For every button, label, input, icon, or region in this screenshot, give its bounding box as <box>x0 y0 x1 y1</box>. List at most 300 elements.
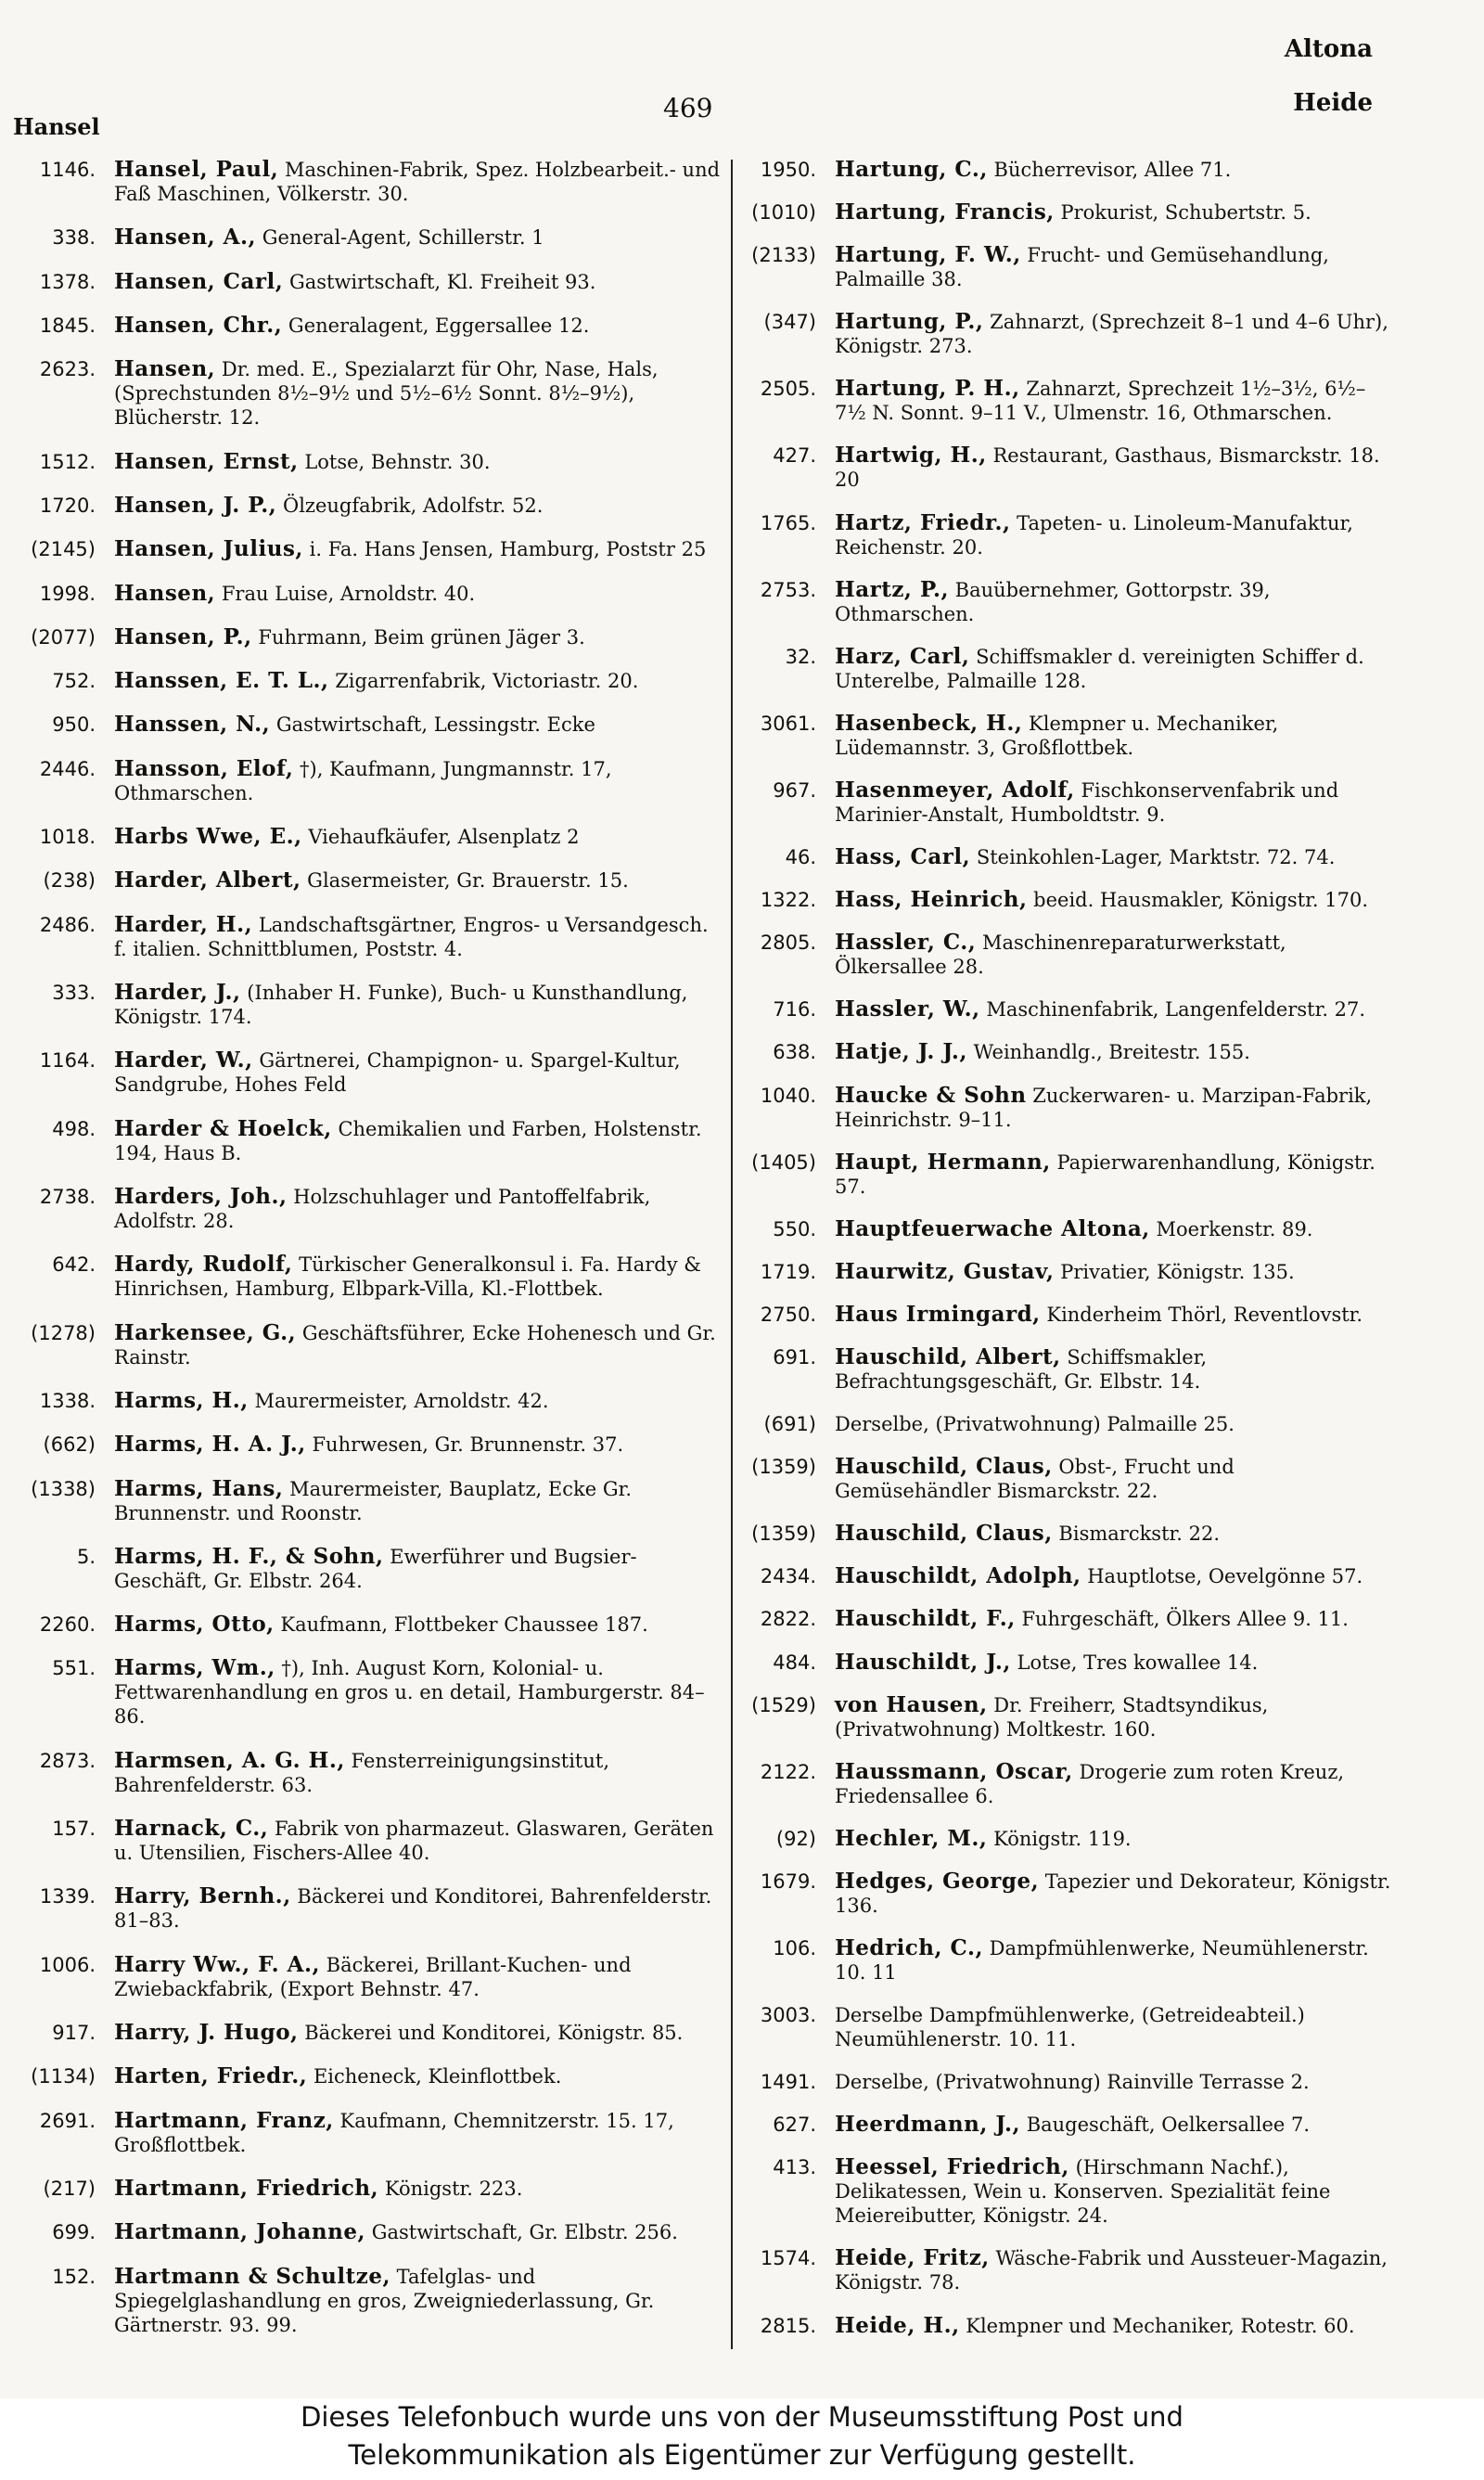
entry-name: Harder, H., <box>114 911 253 937</box>
entry-details: Zuckerwaren- u. Marzipan-Fabrik, Heinrichstr. 9–11. <box>835 1084 1373 1131</box>
directory-entry <box>714 997 1396 1022</box>
directory-entry <box>7 669 722 693</box>
directory-entry <box>714 1150 1396 1199</box>
entry-details: Obst-, Frucht und Gemüsehändler Bismarckstr. 22. <box>835 1456 1235 1503</box>
directory-entry <box>7 1477 722 1525</box>
entry-name: Hansen, Ernst, <box>114 448 299 474</box>
phone-number: 1679. <box>760 1870 816 1893</box>
entry-body <box>114 314 722 338</box>
entry-body <box>114 825 722 849</box>
entry-details: Derselbe Dampfmühlenwerke, (Getreideabteil.) Neumühlenerstr. 10. 11. <box>835 2004 1305 2051</box>
entry-name: Heide, H., <box>835 2312 960 2338</box>
entry-name: Harms, Wm., <box>114 1655 275 1681</box>
entry-body <box>114 981 722 1029</box>
entry-body <box>114 1253 722 1301</box>
entry-name: Haurwitz, Gustav, <box>835 1258 1055 1284</box>
phone-number: (217) <box>43 2177 96 2200</box>
entry-details: Frau Luise, Arnoldstr. 40. <box>221 582 476 605</box>
entry-details: Gärtnerei, Champignon- u. Spargel-Kultur, Sandgrube, Hohes Feld <box>114 1049 681 1097</box>
entry-body <box>835 158 1396 182</box>
entry-body <box>114 757 722 805</box>
entry-body <box>835 712 1396 760</box>
phone-number: 691. <box>773 1345 816 1368</box>
phone-number: (92) <box>775 1827 816 1850</box>
entry-details: Restaurant, Gasthaus, Bismarckstr. 18. 20 <box>835 444 1380 492</box>
entry-details: Weinhandlg., Breitestr. 155. <box>973 1041 1250 1064</box>
entry-body <box>114 225 722 250</box>
entry-name: Harry, J. Hugo, <box>114 2020 299 2045</box>
directory-entry <box>7 757 722 805</box>
entry-details: (Hirschmann Nachf.), Delikatessen, Wein u. Konserven. Spezialität feine Meiereibutter, Königstr. 24. <box>835 2156 1331 2228</box>
directory-entry <box>714 1455 1396 1503</box>
entry-name: Hartung, Francis, <box>835 199 1055 225</box>
entry-name: Hansen, Julius, <box>114 536 303 562</box>
entry-body <box>835 1260 1396 1284</box>
directory-entry <box>714 1084 1396 1132</box>
entry-details: Glasermeister, Gr. Brauerstr. 15. <box>307 869 629 893</box>
directory-entry <box>714 2003 1396 2051</box>
directory-entry <box>714 2070 1396 2094</box>
entry-body <box>114 913 722 961</box>
directory-entry <box>7 2064 722 2088</box>
directory-entry <box>7 1389 722 1413</box>
entry-details: (Inhaber H. Funke), Buch- u Kunsthandlung, Königstr. 174. <box>114 982 688 1028</box>
entry-name: Harder, Albert, <box>114 867 301 893</box>
entry-name: Hartmann & Schultze, <box>114 2263 390 2289</box>
entry-body <box>835 200 1396 225</box>
entry-details: Steinkohlen-Lager, Marktstr. 72. 74. <box>976 846 1336 869</box>
entry-body <box>835 2246 1396 2294</box>
phone-number: 1339. <box>39 1885 96 1908</box>
entry-details: Frucht- und Gemüsehandlung, Palmaille 38. <box>835 244 1329 291</box>
entry-name: Hauptfeuerwache Altona, <box>835 1215 1150 1241</box>
entry-details: Lotse, Tres kowallee 14. <box>1017 1651 1259 1674</box>
phone-number: 2623. <box>39 358 96 381</box>
entry-body <box>114 669 722 693</box>
directory-entry <box>7 713 722 737</box>
phone-number: 2260. <box>39 1613 96 1637</box>
directory-entry <box>714 1260 1396 1284</box>
directory-entry <box>7 1185 722 1233</box>
entry-body <box>835 2070 1396 2094</box>
entry-details: Schiffsmakler, Befrachtungsgeschäft, Gr. Elbstr. 14. <box>835 1345 1208 1393</box>
directory-entry <box>714 1303 1396 1327</box>
entry-details: Gastwirtschaft, Gr. Elbstr. 256. <box>371 2221 678 2244</box>
phone-number: 1491. <box>760 2071 816 2094</box>
phone-number: (2145) <box>31 538 96 561</box>
directory-entry <box>714 1564 1396 1588</box>
entry-name: Hansson, Elof, <box>114 755 294 781</box>
phone-number: 1512. <box>39 450 96 473</box>
directory-entry <box>7 2220 722 2244</box>
entry-details: Viehaufkäufer, Alsenplatz 2 <box>308 826 580 849</box>
directory-entry <box>714 443 1396 492</box>
directory-entry <box>7 825 722 849</box>
phone-number: 1719. <box>760 1260 816 1283</box>
entry-name: Hasenbeck, H., <box>835 710 1023 736</box>
entry-body <box>114 1953 722 2001</box>
phone-number: 32. <box>785 645 816 668</box>
entry-details: Geschäftsführer, Ecke Hohenesch und Gr. Rainstr. <box>114 1321 716 1368</box>
entry-body <box>114 357 722 430</box>
header-city: Altona <box>1284 35 1373 63</box>
directory-entry <box>714 712 1396 760</box>
directory-entry <box>7 1048 722 1097</box>
entry-name: Hanssen, N., <box>114 712 271 738</box>
phone-number: 2446. <box>39 757 96 780</box>
entry-details: Bauübernehmer, Gottorpstr. 39, Othmarschen. <box>835 578 1271 625</box>
entry-name: Hanssen, E. T. L., <box>114 668 329 694</box>
entry-body <box>835 888 1396 912</box>
phone-number: 1998. <box>39 582 96 605</box>
entry-body <box>835 1760 1396 1808</box>
directory-entry <box>714 1217 1396 1241</box>
directory-entry <box>714 377 1396 425</box>
entry-body <box>114 450 722 474</box>
entry-details: Maurermeister, Bauplatz, Ecke Gr. Brunnenstr. und Roonstr. <box>114 1477 633 1524</box>
header-right-keyword: Heide <box>1293 89 1373 117</box>
phone-number: (1405) <box>751 1150 816 1174</box>
phone-number: 627. <box>773 2114 816 2137</box>
directory-entry <box>714 2314 1396 2338</box>
entry-name: Harders, Joh., <box>114 1183 288 1209</box>
entry-body <box>114 1433 722 1457</box>
directory-entry <box>7 582 722 606</box>
phone-number: 716. <box>773 998 816 1022</box>
entry-name: Harry Ww., F. A., <box>114 1951 320 1977</box>
phone-number: 699. <box>52 2221 96 2244</box>
phone-number: 1146. <box>39 159 96 181</box>
entry-body <box>835 2155 1396 2228</box>
entry-name: Hansen, A., <box>114 225 257 251</box>
entry-body <box>114 713 722 737</box>
entry-name: Hartz, P., <box>835 576 949 602</box>
directory-entry <box>7 2109 722 2157</box>
entry-body <box>835 1455 1396 1503</box>
directory-entry <box>7 625 722 649</box>
entry-name: Hauschildt, Adolph, <box>835 1563 1081 1589</box>
entry-details: Ewerführer und Bugsier-Geschäft, Gr. Elbstr. 264. <box>114 1545 637 1592</box>
entry-details: Zahnarzt, Sprechzeit 1½–3½, 6½–7½ N. Sonnt. 9–11 V., Ulmenstr. 16, Othmarschen. <box>835 378 1366 425</box>
entry-details: Baugeschäft, Oelkersallee 7. <box>1026 2114 1311 2137</box>
entry-name: Hardy, Rudolf, <box>114 1252 293 1278</box>
entry-details: Fischkonservenfabrik und Marinier-Anstalt, Humboldtstr. 9. <box>835 778 1339 826</box>
entry-name: Hansen, <box>114 356 216 382</box>
entry-body <box>114 270 722 294</box>
entry-body <box>835 1084 1396 1132</box>
entry-details: Klempner u. Mechaniker, Lüdemannstr. 3, Großflottbek. <box>835 712 1279 759</box>
entry-name: Haucke & Sohn <box>835 1082 1027 1108</box>
phone-number: 1378. <box>39 270 96 293</box>
entry-body <box>114 2064 722 2088</box>
entry-name: Hassler, W., <box>835 996 980 1022</box>
phone-number: 2691. <box>39 2109 96 2132</box>
entry-name: Hartung, P. H., <box>835 376 1020 402</box>
entry-details: Maschinenfabrik, Langenfelderstr. 27. <box>986 998 1366 1022</box>
directory-entry <box>7 1117 722 1165</box>
entry-details: Prokurist, Schubertstr. 5. <box>1060 201 1311 225</box>
header-left-keyword: Hansel <box>13 113 100 140</box>
entry-name: Hechler, M., <box>835 1825 988 1851</box>
entry-name: Hartung, P., <box>835 309 984 335</box>
entry-details: Papierwarenhandlung, Königstr. 57. <box>835 1150 1375 1198</box>
entry-body <box>835 931 1396 979</box>
entry-name: Hass, Carl, <box>835 844 971 870</box>
entry-name: Harnack, C., <box>114 1816 269 1842</box>
entry-name: Hansen, Carl, <box>114 268 284 294</box>
phone-number: 2805. <box>760 932 816 955</box>
phone-number: 46. <box>785 846 816 869</box>
directory-entry <box>714 1522 1396 1546</box>
directory-entry <box>714 1827 1396 1851</box>
entry-details: Türkischer Generalkonsul i. Fa. Hardy & Hinrichsen, Hamburg, Elbpark-Villa, Kl.-Flottbek. <box>114 1253 701 1301</box>
entry-body <box>114 1817 722 1865</box>
entry-details: Fensterreinigungsinstitut, Bahrenfelderstr. 63. <box>114 1749 609 1796</box>
entry-body <box>114 2265 722 2337</box>
phone-number: (1134) <box>31 2065 96 2088</box>
phone-number: 1018. <box>39 826 96 849</box>
entry-body <box>835 845 1396 869</box>
footer-line-1: Dieses Telefonbuch wurde uns von der Museumsstiftung Post und <box>301 2401 1183 2433</box>
entry-body <box>835 443 1396 492</box>
entry-name: Hartung, C., <box>835 157 988 182</box>
phone-number: 1720. <box>39 494 96 517</box>
entry-name: Haus Irmingard, <box>835 1301 1041 1327</box>
entry-details: General-Agent, Schillerstr. 1 <box>262 226 544 250</box>
phone-number: 550. <box>773 1217 816 1240</box>
phone-number: (2133) <box>751 244 816 267</box>
entry-name: Harms, Hans, <box>114 1475 284 1501</box>
entry-body <box>114 1613 722 1637</box>
entry-body <box>114 494 722 518</box>
entry-name: Hauschild, Claus, <box>835 1521 1053 1547</box>
entry-name: Harms, Otto, <box>114 1612 275 1638</box>
phone-number: (662) <box>43 1433 96 1457</box>
directory-entry <box>714 1412 1396 1436</box>
directory-entry <box>7 450 722 474</box>
entry-name: Heessel, Friedrich, <box>835 2154 1069 2180</box>
phone-number: (691) <box>763 1413 816 1436</box>
entry-name: Haupt, Hermann, <box>835 1149 1051 1175</box>
directory-entry <box>714 845 1396 869</box>
entry-details: Ölzeugfabrik, Adolfstr. 52. <box>282 494 544 517</box>
phone-number: 1338. <box>39 1389 96 1412</box>
entry-body <box>835 2003 1396 2051</box>
entry-name: Hansen, Chr., <box>114 312 283 338</box>
entry-name: Hansen, <box>114 580 216 606</box>
directory-entry <box>714 1345 1396 1394</box>
entry-details: Bismarckstr. 22. <box>1058 1523 1220 1546</box>
entry-body <box>835 1040 1396 1064</box>
entry-body <box>114 1477 722 1525</box>
directory-entry <box>714 243 1396 291</box>
entry-details: Generalagent, Eggersallee 12. <box>288 314 590 337</box>
entry-name: Harder & Hoelck, <box>114 1115 332 1141</box>
entry-details: Lotse, Behnstr. 30. <box>304 450 491 473</box>
entry-details: Fuhrwesen, Gr. Brunnenstr. 37. <box>312 1433 624 1457</box>
phone-number: 2822. <box>760 1608 816 1631</box>
entry-details: Derselbe, (Privatwohnung) Palmaille 25. <box>835 1413 1235 1436</box>
phone-number: 498. <box>52 1117 96 1140</box>
phone-number: 1006. <box>39 1953 96 1976</box>
entry-name: Hatje, J. J., <box>835 1039 967 1065</box>
entry-details: Tapezier und Dekorateur, Königstr. 136. <box>835 1870 1391 1917</box>
phone-number: 2122. <box>760 1760 816 1783</box>
entry-details: Klempner und Mechaniker, Rotestr. 60. <box>966 2314 1355 2337</box>
entry-body <box>835 778 1396 827</box>
entry-body <box>835 1217 1396 1241</box>
phone-number: 2505. <box>760 378 816 401</box>
phone-number: (1529) <box>751 1693 816 1716</box>
directory-entry <box>7 314 722 338</box>
phone-number: (1359) <box>751 1523 816 1546</box>
entry-name: Hartmann, Friedrich, <box>114 2175 379 2201</box>
phone-number: 1950. <box>760 159 816 181</box>
entry-name: Harten, Friedr., <box>114 2063 308 2089</box>
phone-number: 2750. <box>760 1303 816 1326</box>
entry-body <box>114 2021 722 2045</box>
entry-name: Hauschildt, J., <box>835 1649 1011 1675</box>
directory-entry <box>714 1760 1396 1808</box>
directory-entry <box>714 1936 1396 1985</box>
entry-details: Maschinen-Fabrik, Spez. Holzbearbeit.- und Faß Maschinen, Völkerstr. 30. <box>114 159 721 205</box>
entry-body <box>114 868 722 893</box>
left-column <box>7 158 722 2357</box>
phone-number: 427. <box>773 444 816 468</box>
entry-body <box>835 1607 1396 1631</box>
entry-body <box>114 1185 722 1233</box>
phone-number: 950. <box>52 713 96 737</box>
directory-entry <box>7 1433 722 1457</box>
entry-body <box>835 1303 1396 1327</box>
entry-body <box>114 1656 722 1728</box>
entry-body <box>114 537 722 561</box>
directory-entry <box>7 1613 722 1637</box>
directory-entry <box>714 2246 1396 2294</box>
entry-body <box>835 1936 1396 1985</box>
entry-body <box>835 1827 1396 1851</box>
entry-body <box>835 1870 1396 1918</box>
entry-name: Harms, H. A. J., <box>114 1432 306 1458</box>
entry-name: Hansen, J. P., <box>114 492 277 518</box>
entry-name: Hartz, Friedr., <box>835 509 1011 535</box>
entry-body <box>835 243 1396 291</box>
entry-details: Privatier, Königstr. 135. <box>1060 1260 1295 1283</box>
page-number: 469 <box>663 93 713 123</box>
entry-name: Harms, H. F., & Sohn, <box>114 1543 384 1569</box>
directory-entry <box>714 778 1396 827</box>
footer-notice <box>0 2398 1484 2480</box>
phone-number: 3061. <box>760 712 816 735</box>
phone-number: 3003. <box>760 2004 816 2027</box>
directory-entry <box>7 270 722 294</box>
directory-entry <box>714 2155 1396 2228</box>
entry-details: Dr. med. E., Spezialarzt für Ohr, Nase, Hals, (Sprechstunden 8½–9½ und 5½–6½ Sonnt. 8½–9½), Blücherstr. 12. <box>114 358 659 430</box>
directory-entry <box>714 931 1396 979</box>
directory-entry <box>7 1953 722 2001</box>
directory-entry <box>714 888 1396 912</box>
entry-body <box>114 2220 722 2244</box>
entry-details: Fuhrmann, Beim grünen Jäger 3. <box>258 625 585 649</box>
phone-number: (238) <box>43 869 96 893</box>
entry-name: Hartwig, H., <box>835 443 987 469</box>
phone-number: 2434. <box>760 1565 816 1588</box>
entry-body <box>835 511 1396 559</box>
entry-details: beeid. Hausmakler, Königstr. 170. <box>1033 889 1368 912</box>
directory-entry <box>7 1817 722 1865</box>
phone-number: 2753. <box>760 578 816 601</box>
entry-details: Hauptlotse, Oevelgönne 57. <box>1087 1565 1363 1588</box>
directory-entry <box>714 1040 1396 1064</box>
entry-name: Harder, W., <box>114 1047 253 1073</box>
entry-body <box>114 1545 722 1593</box>
entry-body <box>835 2113 1396 2137</box>
phone-number: 1040. <box>760 1084 816 1107</box>
phone-number: 1164. <box>39 1049 96 1073</box>
entry-details: Maurermeister, Arnoldstr. 42. <box>254 1389 549 1412</box>
entry-details: †), Kaufmann, Jungmannstr. 17, Othmarschen. <box>114 757 612 804</box>
entry-body <box>835 377 1396 425</box>
phone-number: 551. <box>52 1657 96 1680</box>
entry-body <box>835 1651 1396 1675</box>
entry-name: Hedrich, C., <box>835 1935 983 1960</box>
directory-entry <box>7 868 722 893</box>
directory-entry <box>7 494 722 518</box>
phone-number: 333. <box>52 982 96 1004</box>
directory-entry <box>7 225 722 250</box>
directory-entry <box>7 357 722 430</box>
entry-name: Hansel, Paul, <box>114 157 279 182</box>
entry-details: Landschaftsgärtner, Engros- u Versandgesch. f. italien. Schnittblumen, Poststr. 4. <box>114 913 709 960</box>
entry-details: Königstr. 119. <box>993 1827 1132 1850</box>
phone-number: 338. <box>52 226 96 250</box>
entry-details: Dr. Freiherr, Stadtsyndikus, (Privatwohnung) Moltkestr. 160. <box>835 1693 1269 1741</box>
directory-entry <box>7 981 722 1029</box>
entry-details: Holzschuhlager und Pantoffelfabrik, Adolfstr. 28. <box>114 1185 651 1232</box>
entry-details: Tapeten- u. Linoleum-Manufaktur, Reichenstr. 20. <box>835 511 1353 559</box>
entry-body <box>835 1564 1396 1588</box>
entry-details: Bücherrevisor, Allee 71. <box>993 159 1232 181</box>
entry-name: Heide, Fritz, <box>835 2245 990 2271</box>
directory-entry <box>7 1749 722 1797</box>
entry-name: Hasenmeyer, Adolf, <box>835 777 1075 803</box>
entry-name: Hass, Heinrich, <box>835 887 1028 913</box>
entry-body <box>114 2177 722 2201</box>
entry-body <box>835 2314 1396 2338</box>
entry-details: Gastwirtschaft, Kl. Freiheit 93. <box>288 270 596 293</box>
phone-number: 484. <box>773 1651 816 1674</box>
directory-entry <box>714 1870 1396 1918</box>
directory-entry <box>7 2265 722 2337</box>
entry-body <box>114 1321 722 1369</box>
phone-number: (1338) <box>31 1477 96 1500</box>
right-column <box>714 158 1396 2357</box>
entry-name: Hassler, C., <box>835 930 977 956</box>
entry-details: Kaufmann, Chemnitzerstr. 15. 17, Großflottbek. <box>114 2109 674 2156</box>
entry-body <box>114 1048 722 1097</box>
entry-details: Dampfmühlenwerke, Neumühlenerstr. 10. 11 <box>835 1937 1369 1984</box>
directory-entry <box>7 2021 722 2045</box>
entry-body <box>835 1345 1396 1394</box>
entry-name: Harms, H., <box>114 1387 249 1413</box>
entry-name: Hauschild, Albert, <box>835 1343 1061 1369</box>
entry-name: Hartmann, Franz, <box>114 2107 334 2133</box>
directory-entry <box>7 1321 722 1369</box>
entry-details: Schiffsmakler d. vereinigten Schiffer d. Unterelbe, Palmaille 128. <box>835 645 1364 692</box>
phone-number: 752. <box>52 670 96 693</box>
entry-body <box>114 2109 722 2157</box>
entry-name: Harz, Carl, <box>835 643 970 669</box>
